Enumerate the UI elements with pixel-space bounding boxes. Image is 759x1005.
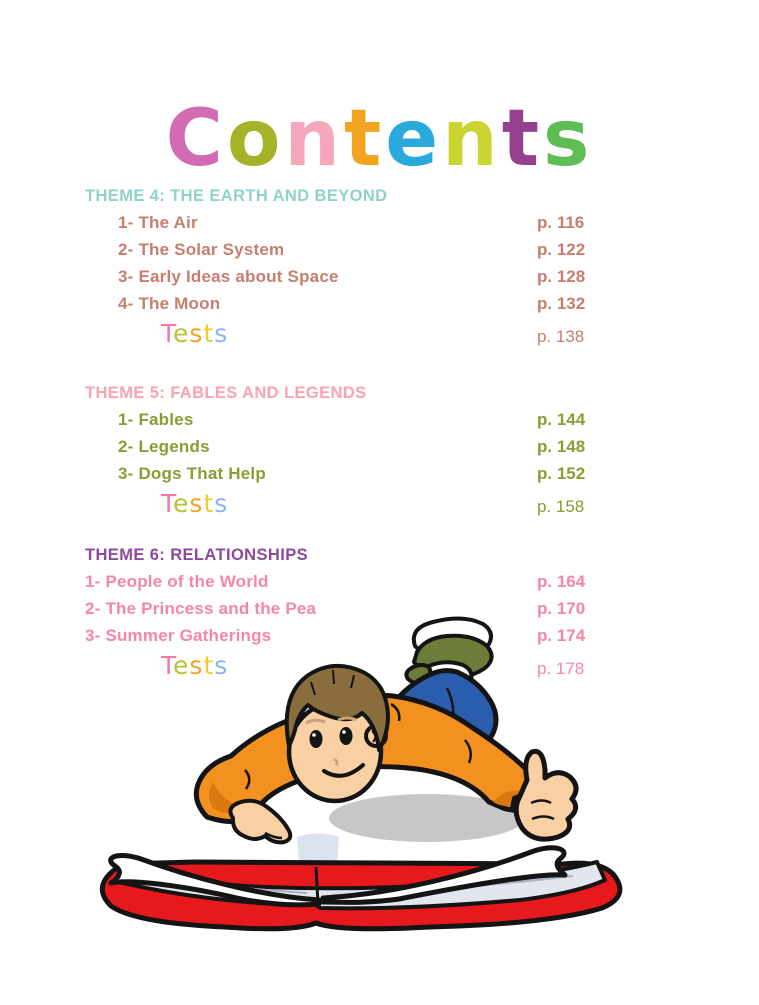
toc-item-label: 2- The Solar System [118, 240, 285, 259]
thumbs-up-fist [516, 751, 576, 839]
toc-item-page: p. 164 [537, 572, 586, 591]
tests-letter: T [161, 319, 174, 348]
toc-item-page: p. 144 [537, 410, 586, 429]
title-letter: t [343, 94, 386, 185]
toc-item-label: 1- Fables [118, 410, 194, 429]
tests-letter: s [214, 651, 229, 680]
book-center-crease [316, 867, 318, 904]
title-letter: n [442, 94, 502, 185]
toc-item-page: p. 170 [537, 599, 586, 618]
toc-item-label: 3- Dogs That Help [118, 464, 266, 483]
toc-item-label: 1- People of the World [85, 572, 269, 591]
toc-item-label: 3- Summer Gatherings [85, 626, 272, 645]
toc-item-page: p. 152 [537, 464, 586, 483]
toc-item-label: 3- Early Ideas about Space [118, 267, 339, 286]
title-letter: o [226, 94, 285, 185]
toc-row [85, 290, 605, 317]
table-of-contents [85, 184, 605, 713]
toc-row [85, 406, 605, 433]
tests-page: p. 158 [537, 497, 585, 516]
tests-letter: s [214, 489, 229, 518]
tests-letter: s [214, 319, 229, 348]
toc-row [85, 209, 605, 236]
title-letter: n [284, 94, 344, 185]
toc-row [85, 263, 605, 290]
toc-item-page: p. 148 [537, 437, 586, 456]
tests-row [85, 317, 605, 353]
tests-letter: t [203, 489, 215, 518]
title-letter: C [165, 94, 227, 185]
tests-letter: s [189, 651, 204, 680]
tests-row [85, 487, 605, 523]
tests-letter: T [161, 489, 174, 518]
tests-word [85, 487, 537, 520]
toc-section [85, 381, 605, 523]
tests-letter: T [161, 651, 174, 680]
toc-row [85, 236, 605, 263]
toc-section [85, 184, 605, 353]
title-letter: e [385, 94, 443, 185]
toc-row [85, 433, 605, 460]
toc-row [85, 568, 605, 595]
page-title [0, 86, 759, 192]
toc-row [85, 595, 605, 622]
tests-letter: s [189, 319, 204, 348]
eye-right [340, 727, 353, 745]
tests-page: p. 138 [537, 327, 585, 346]
toc-row [85, 622, 605, 649]
toc-item-label: 1- The Air [118, 213, 198, 232]
eye-highlight [312, 733, 316, 737]
toc-row [85, 460, 605, 487]
tests-word [85, 317, 537, 350]
eye-highlight [342, 730, 346, 734]
toc-item-page: p. 132 [537, 294, 586, 313]
eye-left [310, 730, 323, 748]
tests-row [85, 649, 605, 685]
tests-letter: e [173, 489, 190, 518]
tests-letter: t [203, 319, 215, 348]
tests-word [85, 649, 537, 682]
tests-letter: e [173, 651, 190, 680]
title-letter: s [542, 94, 594, 185]
toc-item-page: p. 116 [537, 213, 585, 232]
title-letter: t [501, 94, 543, 185]
toc-item-label: 2- The Princess and the Pea [85, 599, 317, 618]
toc-item-page: p. 128 [537, 267, 586, 286]
section-heading: THEME 6: RELATIONSHIPS [85, 546, 309, 564]
tests-page: p. 178 [537, 659, 585, 678]
section-heading: THEME 5: FABLES AND LEGENDS [85, 384, 367, 402]
toc-section [85, 543, 605, 685]
tests-letter: e [173, 319, 190, 348]
section-heading: THEME 4: THE EARTH AND BEYOND [85, 187, 388, 205]
toc-item-page: p. 122 [537, 240, 586, 259]
tests-letter: s [189, 489, 204, 518]
toc-item-label: 4- The Moon [118, 294, 221, 313]
toc-item-page: p. 174 [537, 626, 586, 645]
tests-letter: t [203, 651, 215, 680]
toc-item-label: 2- Legends [118, 437, 210, 456]
